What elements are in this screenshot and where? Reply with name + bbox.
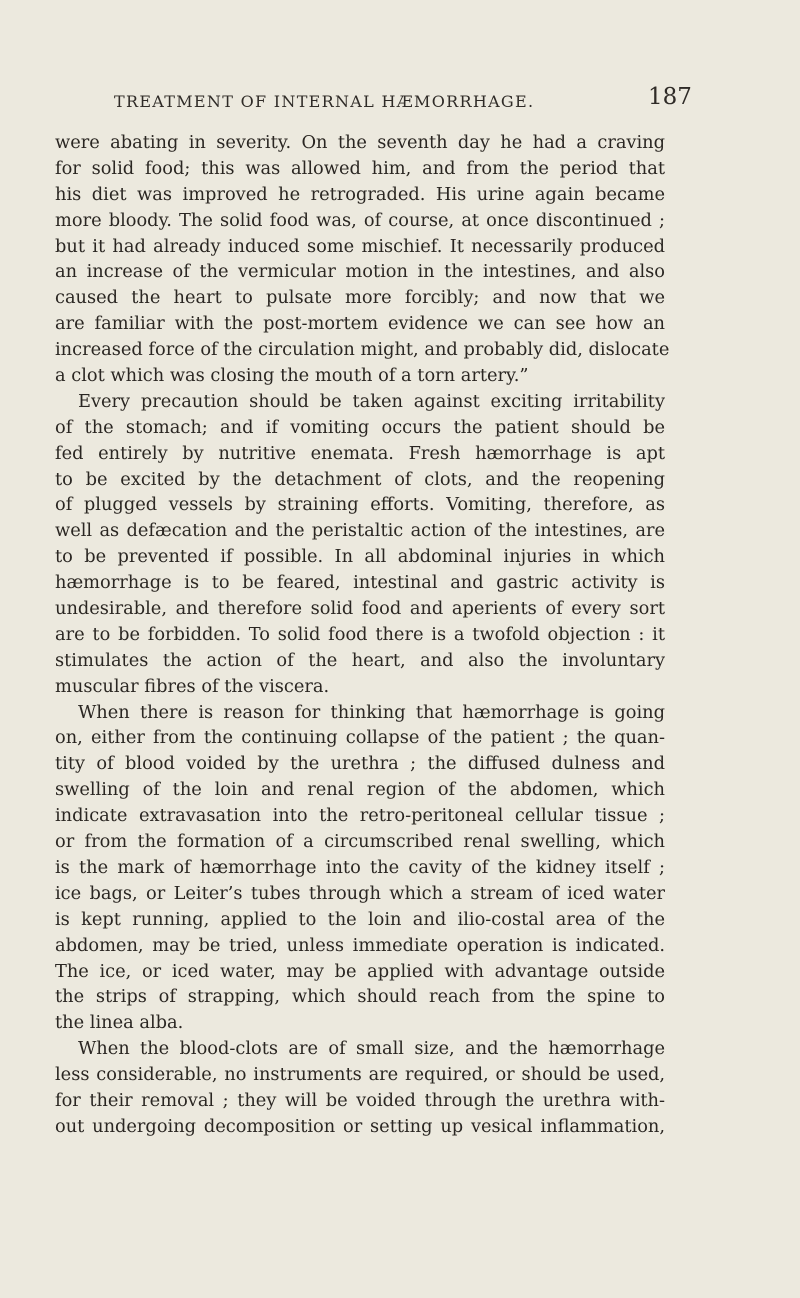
text-line: abdomen, may be tried, unless immediate operation is indicated. [55, 934, 665, 956]
text-line: of the stomach; and if vomiting occurs the patient should be [55, 416, 665, 438]
text-line: of plugged vessels by straining efforts. Vomiting, therefore, as [55, 494, 665, 516]
text-line: on, either from the continuing collapse of the patient ; the quan- [55, 727, 665, 749]
text-line: muscular fibres of the viscera. [55, 675, 330, 697]
text-line: increased force of the circulation might, and probably did, dislocate [55, 339, 670, 361]
text-line: but it had already induced some mischief. It necessarily produced [55, 235, 665, 257]
text-line: When the blood-clots are of small size, and the hæmorrhage [78, 1038, 665, 1060]
body-text [55, 130, 670, 1140]
text-line: for solid food; this was allowed him, and from the period that [55, 157, 665, 179]
text-line: ice bags, or Leiter’s tubes through which a stream of iced water [55, 882, 665, 904]
text-line: fed entirely by nutritive enemata. Fresh hæmorrhage is apt [55, 442, 665, 464]
text-line: tity of blood voided by the urethra ; the diffused dulness and [55, 753, 665, 775]
text-line: the strips of strapping, which should reach from the spine to [55, 986, 665, 1008]
text-line: caused the heart to pulsate more forcibly; and now that we [55, 287, 665, 309]
text-line: are familiar with the post-mortem evidence we can see how an [55, 313, 665, 335]
text-line: to be prevented if possible. In all abdominal injuries in which [55, 546, 665, 568]
text-line: The ice, or iced water, may be applied with advantage outside [55, 960, 665, 982]
text-line: is the mark of hæmorrhage into the cavity of the kidney itself ; [55, 856, 665, 878]
text-line: swelling of the loin and renal region of the abdomen, which [55, 779, 665, 801]
text-line: undesirable, and therefore solid food and aperients of every sort [55, 598, 665, 620]
running-head [56, 84, 692, 116]
text-line: are to be forbidden. To solid food there is a twofold objection : it [55, 623, 665, 645]
text-line: When there is reason for thinking that hæmorrhage is going [78, 701, 665, 723]
text-line: well as defæcation and the peristaltic action of the intestines, are [55, 520, 665, 542]
text-line: hæmorrhage is to be feared, intestinal and gastric activity is [55, 572, 665, 594]
text-line: indicate extravasation into the retro-peritoneal cellular tissue ; [55, 805, 665, 827]
text-line: or from the formation of a circumscribed renal swelling, which [55, 831, 665, 853]
text-line: for their removal ; they will be voided through the urethra with- [55, 1089, 665, 1111]
page-number: 187 [648, 84, 692, 110]
text-line: more bloody. The solid food was, of course, at once discontinued ; [55, 209, 665, 231]
text-line: stimulates the action of the heart, and also the involuntary [55, 649, 665, 671]
text-line: Every precaution should be taken against exciting irritability [78, 390, 665, 412]
text-line: a clot which was closing the mouth of a torn artery.” [55, 365, 529, 387]
text-line: were abating in severity. On the seventh day he had a craving [55, 132, 665, 153]
text-line: to be excited by the detachment of clots, and the reopening [55, 468, 665, 490]
text-line: an increase of the vermicular motion in the intestines, and also [55, 261, 665, 283]
text-line: his diet was improved he retrograded. His urine again became [55, 183, 665, 205]
text-line: out undergoing decomposition or setting up vesical inflammation, [55, 1115, 665, 1137]
chapter-title: TREATMENT OF INTERNAL HÆMORRHAGE. [114, 92, 535, 111]
text-line: the linea alba. [55, 1012, 184, 1034]
text-line: is kept running, applied to the loin and ilio-costal area of the [55, 908, 665, 930]
text-line: less considerable, no instruments are required, or should be used, [55, 1064, 665, 1086]
